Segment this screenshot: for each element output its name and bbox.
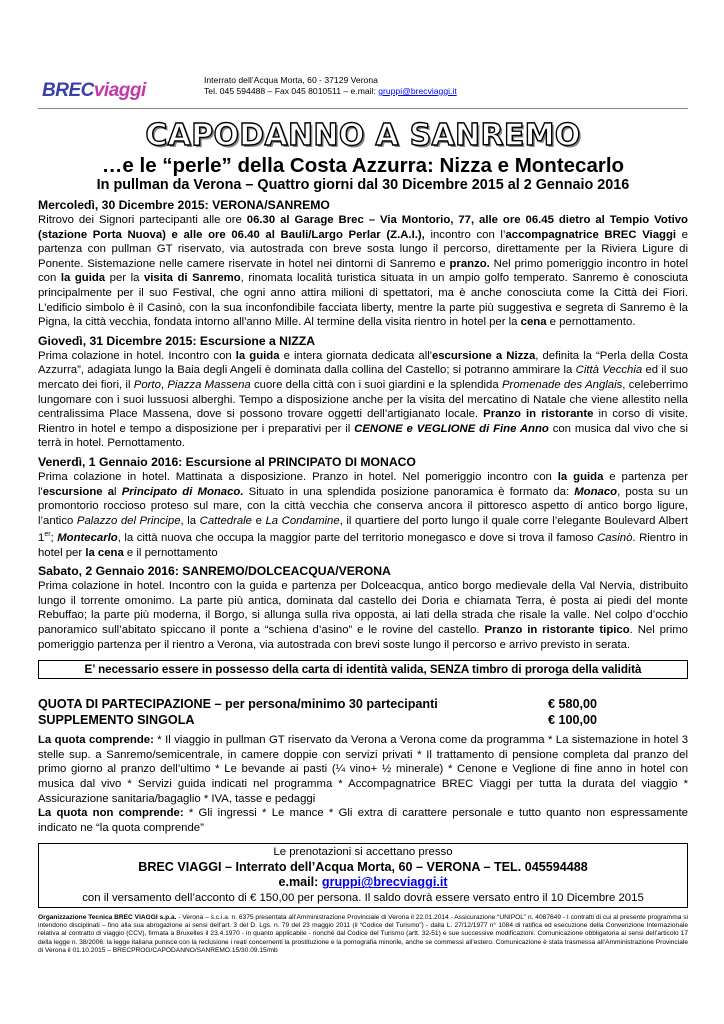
excludes-text: La quota non comprende: * Gli ingressi * Le mance * Gli extra di carattere personale e tutto quanto non espressamente indicato ne “la quota comprende” — [38, 807, 688, 834]
includes-text: La quota comprende: * Il viaggio in pullman GT riservato da Verona a Verona come da programma * La sistemazione in hotel 3 stelle sup. a Sanremo/semicentrale, in camere doppie con servizi privati * Il trattamento di pensione completa dal pranzo del primo giorno al pranzo dell’ultimo * Le bevande ai pasti (¼ vino+ ½ minerale) * Cenone e Veglione di fine anno in hotel con musica dal vivo * Servizi guida indicati nel programma * Accompagnatrice BREC Viaggi per tutta la durata del viaggio * Assicurazione sanitaria/bagaglio * IVA, tasse e pedaggi — [38, 734, 688, 805]
brec-viaggi-logo: BRECviaggi — [42, 80, 146, 101]
day-description: Prima colazione in hotel. Incontro con la guida e intera giornata dedicata all'escursione a Nizza, definita la “Perla della Costa Azzurra”, adagiata lungo la Baia degli Angeli è dominata dalla collina del Castello; si potranno ammirare la Città Vecchia ed il suo mercato dei fiori, il Porto, Piazza Massena cuore della città con i suoi giardini e la splendida Promenade des Anglais, celeberrimo lungomare con i suoi lussuosi alberghi. Tempo a disposizione anche per la visita del mercatino di Natale che viene allestito nella centralissima Place Massena, dove si possono trovare oggetti dell’artigianato locale. Pranzo in ristorante in corso di visite. Rientro in hotel e tempo a disposizione per i preparativi per il CENONE e VEGLIONE di Fine Anno con musica dal vivo che si terrà in hotel. Pernottamento. — [38, 349, 689, 450]
day-heading: Mercoledì, 30 Dicembre 2015: VERONA/SANREMO — [38, 198, 330, 212]
day-2 — [38, 334, 688, 451]
agency-address — [204, 75, 457, 97]
day-heading: Venerdì, 1 Gennaio 2016: Escursione al PRINCIPATO DI MONACO — [38, 454, 416, 469]
booking-email-link[interactable]: gruppi@brecviaggi.it — [321, 875, 448, 890]
day-heading: Sabato, 2 Gennaio 2016: SANREMO/DOLCEACQUA/VERONA — [38, 564, 391, 579]
document-page — [38, 70, 688, 956]
page-title: CAPODANNO A SANREMO — [145, 118, 581, 153]
includes-section — [38, 733, 688, 835]
price-table — [38, 697, 688, 729]
day-heading: Giovedì, 31 Dicembre 2015: Escursione a NIZZA — [38, 333, 316, 348]
legal-fine-print: Organizzazione Tecnica BREC VIAGGI s.p.a. - Verona – s.c.i.a. n. 6375 presentata all’Amministrazione Provinciale di Verona il 22.01.2014 - Assicurazione “UNIPOL” n. 4087649 - I contratti di cui al presente programma si intendono disciplinati – fino alla sua abrogazione ai sensi dell’art. 3 del D. Lgs. n. 79 del 23 maggio 2011 (il “Codice del Turismo”) - dalla L. 27/12/1977 n° 1084 di ratifica ed esecuzione della Convenzione Internazionale relativa al contratto di viaggio (CCV), firmata a Bruxelles il 23.4.1970 - in quanto applicabile - nonché dal Codice del Turismo (artt. 32-51) e sue successive modificazioni. Comunicazione obbligatoria ai sensi dell’articolo 17 della legge n. 38/2006: la legge italiana punisce con la reclusione i reati concernenti la prostituzione e la pornografia minorile, anche se commessi all’estero. Comunicazione è stata trasmessa all’Amministrazione Provinciale di Verona il 01.10.2015 – BRECPROG/CAPODANNO/SANREMO.15/30.09.15/mb — [38, 913, 688, 955]
day-3 — [38, 455, 688, 560]
price-row: QUOTA DI PARTECIPAZIONE – per persona/minimo 30 partecipanti € 580,00 — [38, 697, 598, 712]
day-description: Ritrovo dei Signori partecipanti alle ore 06.30 al Garage Brec – Via Montorio, 77, alle ore 06.45 dietro al Tempio Votivo (stazione Porta Nuova) e alle ore 06.40 al Bauli/Largo Perlar (Z.A.I.), incontro con l’accompagnatrice BREC Viaggi e partenza con pullman GT riservato, via autostrada con breve sosta lungo il percorso, direttamente per la Riviera Ligure di Ponente. Sistemazione nelle camere riservate in hotel nei dintorni di Sanremo e pranzo. Nel primo pomeriggio incontro in hotel con la guida per la visita di Sanremo, rinomata località turistica situata in un ampio golfo temperato. Sanremo è conosciuta principalmente per il suo Festival, che ogni anno attira milioni di spettatori, ma è anche conosciuta come la Città dei Fiori. L'edificio simbolo è il Casinò, con la sua inconfondibile facciata liberty, mentre la parte più suggestiva e segreta di Sanremo è la Pigna, la città vecchia, fondata intorno all'anno Mille. Al termine della visita rientro in hotel per la cena e pernottamento. — [38, 214, 688, 329]
day-description: Prima colazione in hotel. Incontro con la guida e partenza per Dolceacqua, antico borgo medievale della Val Nervia, distribuito lungo il torrente omonimo. La parte più antica, dominata dal castello dei Doria e chiamata Terra, è posta ai piedi del monte Rebuffao; la parte più moderna, il Borgo, si allunga sulla riva opposta, ai lati della strada che risale la valle. Nel colpo d’occhio panoramico sull’abitato spiccano il ponte a “schiena d’asino” e le rovine del castello. Pranzo in ristorante tipico. Nel primo pomeriggio partenza per il rientro a Verona, via autostrada con brevi soste lungo il percorso e arrivo previsto in serata. — [38, 580, 688, 651]
address-line: Interrato dell’Acqua Morta, 60 - 37129 Verona — [204, 75, 378, 85]
contact-line: Tel. 045 594488 – Fax 045 8010511 – e.mail: gruppi@brecviaggi.it — [204, 86, 457, 96]
page-subtitle: …e le “perle” della Costa Azzurra: Nizza e Montecarlo — [101, 154, 625, 177]
day-4 — [38, 564, 688, 652]
day-description: Prima colazione in hotel. Mattinata a disposizione. Pranzo in hotel. Nel pomeriggio incontro con la guida e partenza per l'escursione al Principato di Monaco. Situato in una splendida posizione panoramica è formato da: Monaco, posta su un promontorio roccioso proteso sul mare, con la città vecchia che conserva ancora il pittoresco aspetto di antico borgo ligure, l’antico Palazzo del Principe, la Cattedrale e La Condamine, il quartiere del porto lungo il quale corre l’elegante Boulevard Albert 1er; Montecarlo, la città nuova che occupa la maggior parte del territorio monegasco e dove si trova il famoso Casinò. Rientro in hotel per la cena e il pernottamento — [38, 470, 688, 559]
trip-dates: In pullman da Verona – Quattro giorni dal 30 Dicembre 2015 al 2 Gennaio 2016 — [96, 177, 630, 193]
letterhead — [38, 70, 688, 104]
day-1 — [38, 198, 688, 330]
booking-box: Le prenotazioni si accettano presso BREC VIAGGI – Interrato dell’Acqua Morta, 60 – VERONA – TEL. 045594488 e.mail: gruppi@brecviaggi.it con il versamento dell’acconto di € 150,00 per persona. Il saldo dovrà essere versato entro il 10 Dicembre 2015 — [38, 843, 688, 907]
price-row: SUPPLEMENTO SINGOLA € 100,00 — [38, 712, 598, 727]
email-link[interactable]: gruppi@brecviaggi.it — [378, 86, 457, 96]
header-divider — [38, 108, 688, 109]
id-card-notice: E’ necessario essere in possesso della carta di identità valida, SENZA timbro di proroga della validità — [38, 660, 688, 679]
